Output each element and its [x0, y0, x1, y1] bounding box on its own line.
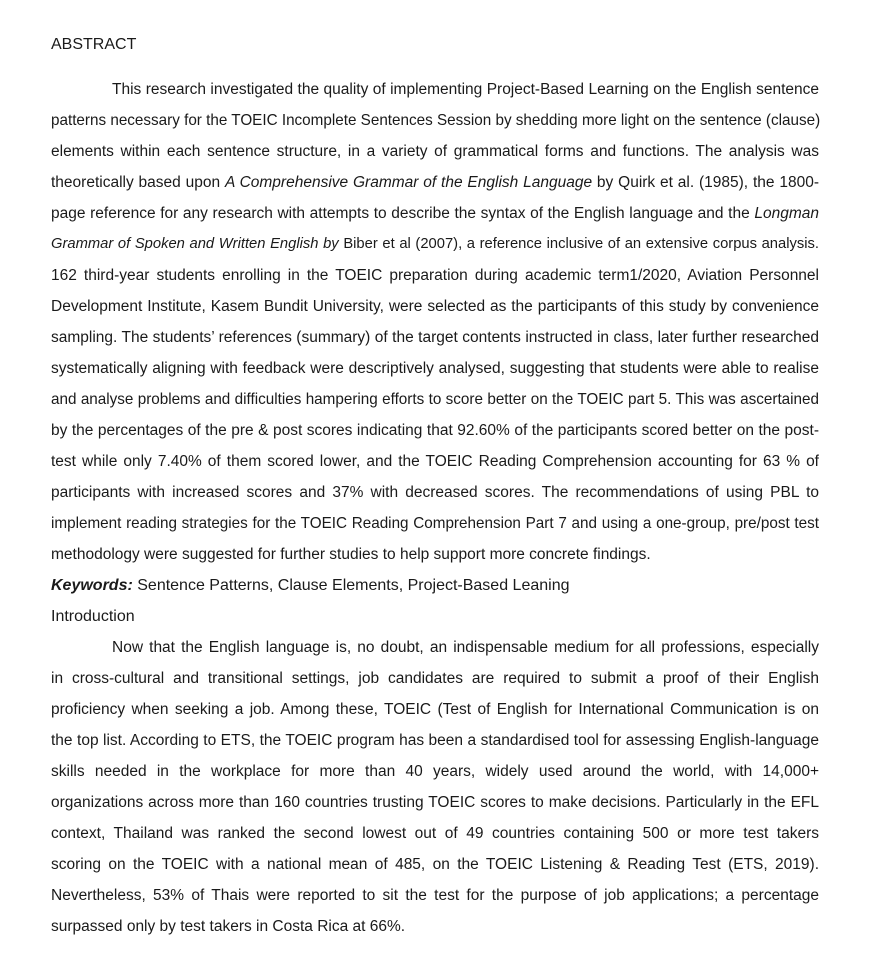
italic-text-segment: A Comprehensive Grammar of the English Language [224, 174, 593, 191]
text-line [51, 446, 819, 477]
text-line [51, 260, 819, 291]
text-segment: organizations across more than 160 countries trusting TOEIC scores to make decisions. Particularly in the EFL [51, 794, 819, 811]
text-line [51, 539, 819, 570]
text-line [51, 911, 819, 942]
abstract-heading: ABSTRACT [51, 36, 137, 53]
text-line [51, 632, 819, 663]
keywords-text: Sentence Patterns, Clause Elements, Project-Based Leaning [132, 577, 570, 594]
text-line [51, 663, 819, 694]
text-segment: Now that the English language is, no doubt, an indispensable medium for all professions, especially [112, 639, 819, 656]
text-segment: by the percentages of the pre & post scores indicating that 92.60% of the participants scored better on the post- [51, 422, 819, 439]
text-line [51, 725, 819, 756]
keywords-line [51, 570, 819, 601]
text-line [51, 477, 819, 508]
keywords-label: Keywords: [51, 577, 133, 594]
introduction-heading: Introduction [51, 608, 135, 625]
text-segment: Development Institute, Kasem Bundit University, were selected as the participants of this study by convenience [51, 298, 819, 315]
text-segment: implement reading strategies for the TOEIC Reading Comprehension Part 7 and using a one-group, pre/post test [51, 515, 819, 532]
text-line [51, 167, 819, 198]
text-segment: and analyse problems and difficulties hampering efforts to score better on the TOEIC part 5. This was ascertained [51, 391, 819, 408]
text-line [51, 322, 819, 353]
text-segment: in cross-cultural and transitional settings, job candidates are required to submit a proof of their English [51, 670, 819, 687]
text-segment: the top list. According to ETS, the TOEIC program has been a standardised tool for assessing English-language [51, 732, 819, 749]
text-segment: sampling. The students’ references (summary) of the target contents instructed in class, later further researched [51, 329, 819, 346]
text-line [51, 880, 819, 911]
text-line [51, 136, 819, 167]
text-line [51, 353, 819, 384]
text-segment: skills needed in the workplace for more than 40 years, widely used around the world, with 14,000+ [51, 763, 819, 780]
text-segment: context, Thailand was ranked the second lowest out of 49 countries containing 500 or more test takers [51, 825, 819, 842]
text-segment: page reference for any research with attempts to describe the syntax of the English language and the [51, 205, 755, 222]
text-segment: This research investigated the quality of implementing Project-Based Learning on the English sentence [112, 81, 819, 98]
text-segment: by Quirk et al. (1985), the 1800- [592, 174, 819, 191]
text-segment: scoring on the TOEIC with a national mean of 485, on the TOEIC Listening & Reading Test (ETS, 2019). [51, 856, 819, 873]
text-segment: proficiency when seeking a job. Among these, TOEIC (Test of English for International Communication is on [51, 701, 819, 718]
text-segment: participants with increased scores and 37% with decreased scores. The recommendations of using PBL to [51, 484, 819, 501]
text-line [51, 105, 819, 136]
text-segment: methodology were suggested for further studies to help support more concrete findings. [51, 546, 651, 563]
text-line [51, 291, 819, 322]
text-segment: elements within each sentence structure, in a variety of grammatical forms and functions. The analysis was [51, 143, 819, 160]
text-line [51, 849, 819, 880]
introduction-paragraph [51, 632, 819, 942]
text-segment: 162 third-year students enrolling in the TOEIC preparation during academic term1/2020, Aviation Personnel [51, 267, 819, 284]
text-segment: Nevertheless, 53% of Thais were reported to sit the test for the purpose of job applications; a percentage [51, 887, 819, 904]
text-segment: theoretically based upon [51, 174, 225, 191]
text-segment: surpassed only by test takers in Costa Rica at 66%. [51, 918, 406, 935]
text-segment: patterns necessary for the TOEIC Incomplete Sentences Session by shedding more light on the sentence (clause) [51, 112, 821, 129]
text-segment: Biber et al (2007), a reference inclusive of an extensive corpus analysis. [338, 236, 819, 252]
italic-text-segment: Longman [754, 205, 819, 222]
italic-text-segment: Grammar of Spoken and Written English by [51, 236, 339, 252]
text-line [51, 229, 819, 260]
text-segment: systematically aligning with feedback were descriptively analysed, suggesting that students were able to realise [51, 360, 819, 377]
text-line [51, 198, 819, 229]
text-segment: test while only 7.40% of them scored lower, and the TOEIC Reading Comprehension accounting for 63 % of [51, 453, 819, 470]
text-line [51, 818, 819, 849]
text-line [51, 787, 819, 818]
text-line [51, 694, 819, 725]
text-line [51, 508, 819, 539]
text-line [51, 415, 819, 446]
text-line [51, 384, 819, 415]
text-line [51, 756, 819, 787]
text-line [51, 74, 819, 105]
abstract-paragraph [51, 74, 819, 570]
